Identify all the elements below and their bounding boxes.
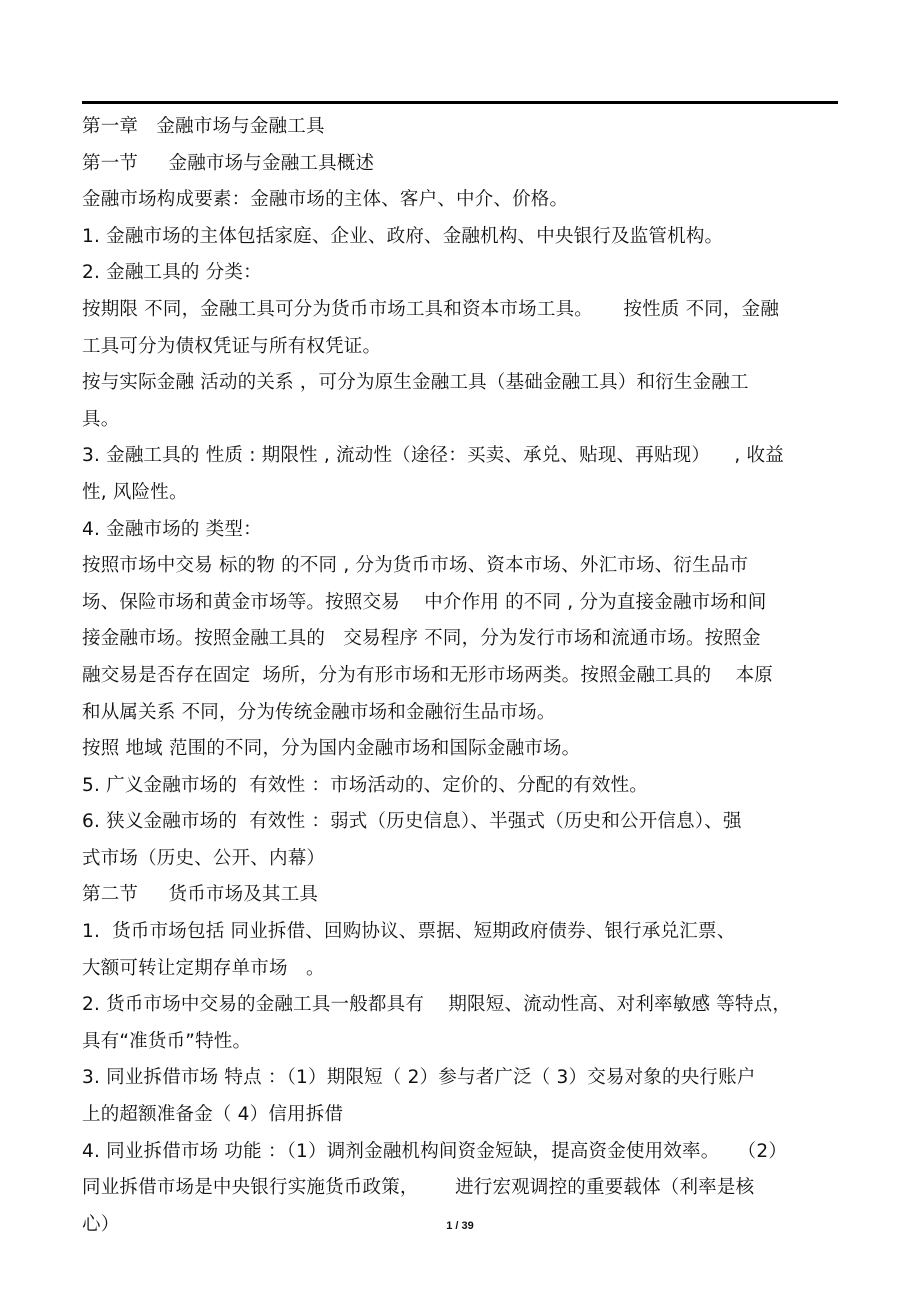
paragraph-line: 具。 (82, 408, 120, 430)
paragraph-line: 3. 同业拆借市场 特点 ：（1）期限短（ 2）参与者广泛（ 3）交易对象的央行账户 (82, 1067, 756, 1089)
section-title: 第二节 货币市场及其工具 (82, 884, 319, 906)
paragraph-line: 按与实际金融 活动的关系 ，可分为原生金融工具（基础金融工具）和衍生金融工 (82, 372, 749, 394)
paragraph-line: 4. 同业拆借市场 功能 ：（1）调剂金融机构间资金短缺，提高资金使用效率。 （2） (82, 1140, 788, 1162)
paragraph-line: 4. 金融市场的 类型： (82, 518, 262, 540)
paragraph-line: 场、保险市场和黄金市场等。按照交易 中介作用 的不同 , 分为直接金融市场和间 (82, 591, 767, 613)
paragraph-line: 具有“准货币”特性。 (82, 1030, 252, 1052)
paragraph-line: 大额可转让定期存单市场 。 (82, 957, 325, 979)
page-indicator: 1 / 39 (446, 1220, 474, 1232)
paragraph-line: 心） (82, 1213, 120, 1235)
paragraph-line: 融交易是否存在固定 场所，分为有形市场和无形市场两类。按照金融工具的 本原 (82, 664, 773, 686)
paragraph-line: 按照 地域 范围的不同，分为国内金融市场和国际金融市场。 (82, 738, 581, 760)
paragraph-line: 性, 风险性。 (82, 481, 188, 503)
chapter-title: 第一章 金融市场与金融工具 (82, 116, 325, 137)
paragraph-line: 2. 货币市场中交易的金融工具一般都具有 期限短、流动性高、对利率敏感 等特点， (82, 994, 792, 1016)
paragraph-line: 1. 金融市场的主体包括家庭、企业、政府、金融机构、中央银行及监管机构。 (82, 225, 724, 247)
paragraph-line: 式市场（历史、公开、内幕） (82, 847, 326, 869)
paragraph-line: 和从属关系 不同，分为传统金融市场和金融衍生品市场。 (82, 701, 556, 723)
paragraph-line: 金融市场构成要素：金融市场的主体、客户、中介、价格。 (82, 189, 569, 211)
paragraph-line: 按照市场中交易 标的物 的不同 , 分为货币市场、资本市场、外汇市场、衍生品市 (82, 555, 749, 577)
paragraph-line: 5. 广义金融市场的 有效性 ：市场活动的、定价的、分配的有效性。 (82, 774, 648, 796)
paragraph-line: 2. 金融工具的 分类： (82, 262, 262, 284)
paragraph-line: 工具可分为债权凭证与所有权凭证。 (82, 335, 382, 357)
paragraph-line: 3. 金融工具的 性质 : 期限性 , 流动性（途径：买卖、承兑、贴现、再贴现） , 收益 (82, 445, 784, 467)
paragraph-line: 接金融市场。按照金融工具的 交易程序 不同，分为发行市场和流通市场。按照金 (82, 628, 761, 650)
section-title: 第一节 金融市场与金融工具概述 (82, 152, 375, 174)
header-rule (82, 101, 838, 104)
document-body (82, 109, 842, 1243)
paragraph-line: 按期限 不同，金融工具可分为货币市场工具和资本市场工具。 按性质 不同，金融 (82, 298, 780, 320)
paragraph-line: 1. 货币市场包括 同业拆借、回购协议、票据、短期政府债券、银行承兑汇票、 (82, 921, 736, 943)
paragraph-line: 同业拆借市场是中央银行实施货币政策， 进行宏观调控的重要载体（利率是核 (82, 1177, 755, 1199)
paragraph-line: 6. 狭义金融市场的 有效性 ：弱式（历史信息）、半强式（历史和公开信息）、强 (82, 811, 742, 833)
paragraph-line: 上的超额准备金（ 4）信用拆借 (82, 1104, 344, 1126)
